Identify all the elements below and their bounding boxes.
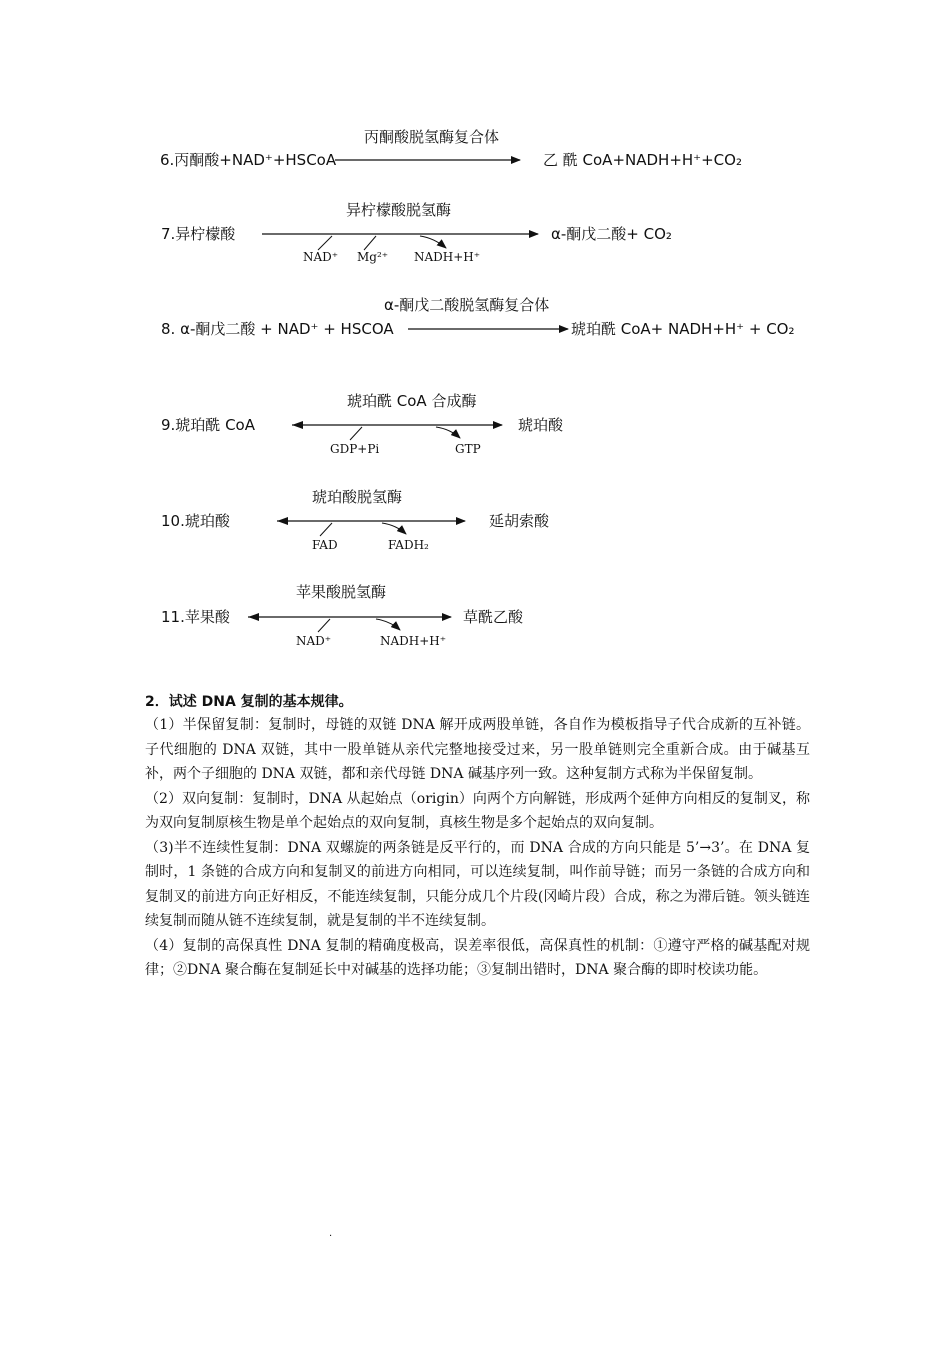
cofactor-r7-nadh: NADH+H⁺ xyxy=(414,250,481,264)
reactant-r7: 7.异柠檬酸 xyxy=(161,225,236,243)
paragraph-semi-discontinuous: （3)半不连续性复制：DNA 双螺旋的两条链是反平行的，而 DNA 合成的方向只能是 5’→3’。在 DNA 复制时，1 条链的合成方向和复制叉的前进方向相同，可以连续复制，叫作前导链；而另一条链的合成方向和复制叉的前进方向正好相反，不能连续复制，只能分成几个片段(冈崎片段）合成，称之为滞后链。领头链连续复制而随从链不连续复制，就是复制的半不连续复制。 xyxy=(145,839,810,929)
enzyme-r7: 异柠檬酸脱氢酶 xyxy=(346,201,452,219)
cofactor-r9-gdp: GDP+Pi xyxy=(330,442,380,456)
enzyme-r9: 琥珀酰 CoA 合成酶 xyxy=(347,392,477,410)
cofactor-r11-nadh: NADH+H⁺ xyxy=(380,634,447,648)
cofactor-line-r11-b xyxy=(376,619,400,630)
reactant-r9: 9.琥珀酰 CoA xyxy=(161,416,255,434)
cofactor-line-r10-b xyxy=(382,523,406,534)
arrowhead-r9-left xyxy=(292,421,303,429)
reactant-r6: 6.丙酮酸+NAD⁺+HSCoA xyxy=(160,151,337,169)
product-r9: 琥珀酸 xyxy=(518,416,564,434)
enzyme-r10: 琥珀酸脱氢酶 xyxy=(312,488,403,506)
arrowhead-r11-left xyxy=(248,613,259,621)
enzyme-r11: 苹果酸脱氢酶 xyxy=(296,583,387,601)
arrowhead-r10-left xyxy=(277,517,288,525)
cofactor-r10-fad: FAD xyxy=(312,538,338,552)
enzyme-r6: 丙酮酸脱氢酶复合体 xyxy=(364,128,500,146)
cofactor-line-r7-b xyxy=(364,236,376,250)
footer-mark: . xyxy=(329,1228,333,1239)
cofactor-line-r9-a xyxy=(350,427,362,440)
product-r6: 乙 酰 CoA+NADH+H⁺+CO₂ xyxy=(543,151,742,169)
cofactor-line-r7-c xyxy=(420,236,446,248)
section-body xyxy=(145,713,810,983)
cofactor-r10-fadh2: FADH₂ xyxy=(388,538,429,552)
cofactor-line-r7-a xyxy=(318,236,332,250)
paragraph-high-fidelity: （4）复制的高保真性 DNA 复制的精确度极高，误差率很低，高保真性的机制：①遵守严格的碱基配对规律；②DNA 聚合酶在复制延长中对碱基的选择功能；③复制出错时，DNA 聚合酶的即时校读功能。 xyxy=(145,937,810,978)
reactant-r8: 8. α-酮戊二酸 + NAD⁺ + HSCOA xyxy=(161,320,394,338)
paragraph-bidirectional: （2）双向复制：复制时，DNA 从起始点（origin）向两个方向解链，形成两个延伸方向相反的复制叉，称为双向复制原核生物是单个起始点的双向复制，真核生物是多个起始点的双向复制。 xyxy=(145,790,810,831)
product-r7: α-酮戊二酸+ CO₂ xyxy=(551,225,672,243)
cofactor-r7-mg: Mg²⁺ xyxy=(357,250,389,264)
cofactor-line-r10-a xyxy=(320,523,332,536)
reactant-r10: 10.琥珀酸 xyxy=(161,512,230,530)
cofactor-r7-nad: NAD⁺ xyxy=(303,250,339,264)
product-r10: 延胡索酸 xyxy=(489,512,550,530)
section-title: 2．试述 DNA 复制的基本规律。 xyxy=(145,694,353,710)
reactant-r11: 11.苹果酸 xyxy=(161,608,230,626)
enzyme-r8: α-酮戊二酸脱氢酶复合体 xyxy=(384,296,550,314)
product-r11: 草酰乙酸 xyxy=(463,608,524,626)
cofactor-line-r9-b xyxy=(436,427,460,438)
paragraph-semi-conservative: （1）半保留复制：复制时，母链的双链 DNA 解开成两股单链，各自作为模板指导子代合成新的互补链。子代细胞的 DNA 双链，其中一股单链从亲代完整地接受过来，另一股单链则完全重新合成。由于碱基互补，两个子细胞的 DNA 双链，都和亲代母链 DNA 碱基序列一致。这种复制方式称为半保留复制。 xyxy=(145,717,810,782)
cofactor-line-r11-a xyxy=(318,619,330,632)
cofactor-r11-nad: NAD⁺ xyxy=(296,634,332,648)
cofactor-r9-gtp: GTP xyxy=(455,442,481,456)
product-r8: 琥珀酰 CoA+ NADH+H⁺ + CO₂ xyxy=(571,320,795,338)
